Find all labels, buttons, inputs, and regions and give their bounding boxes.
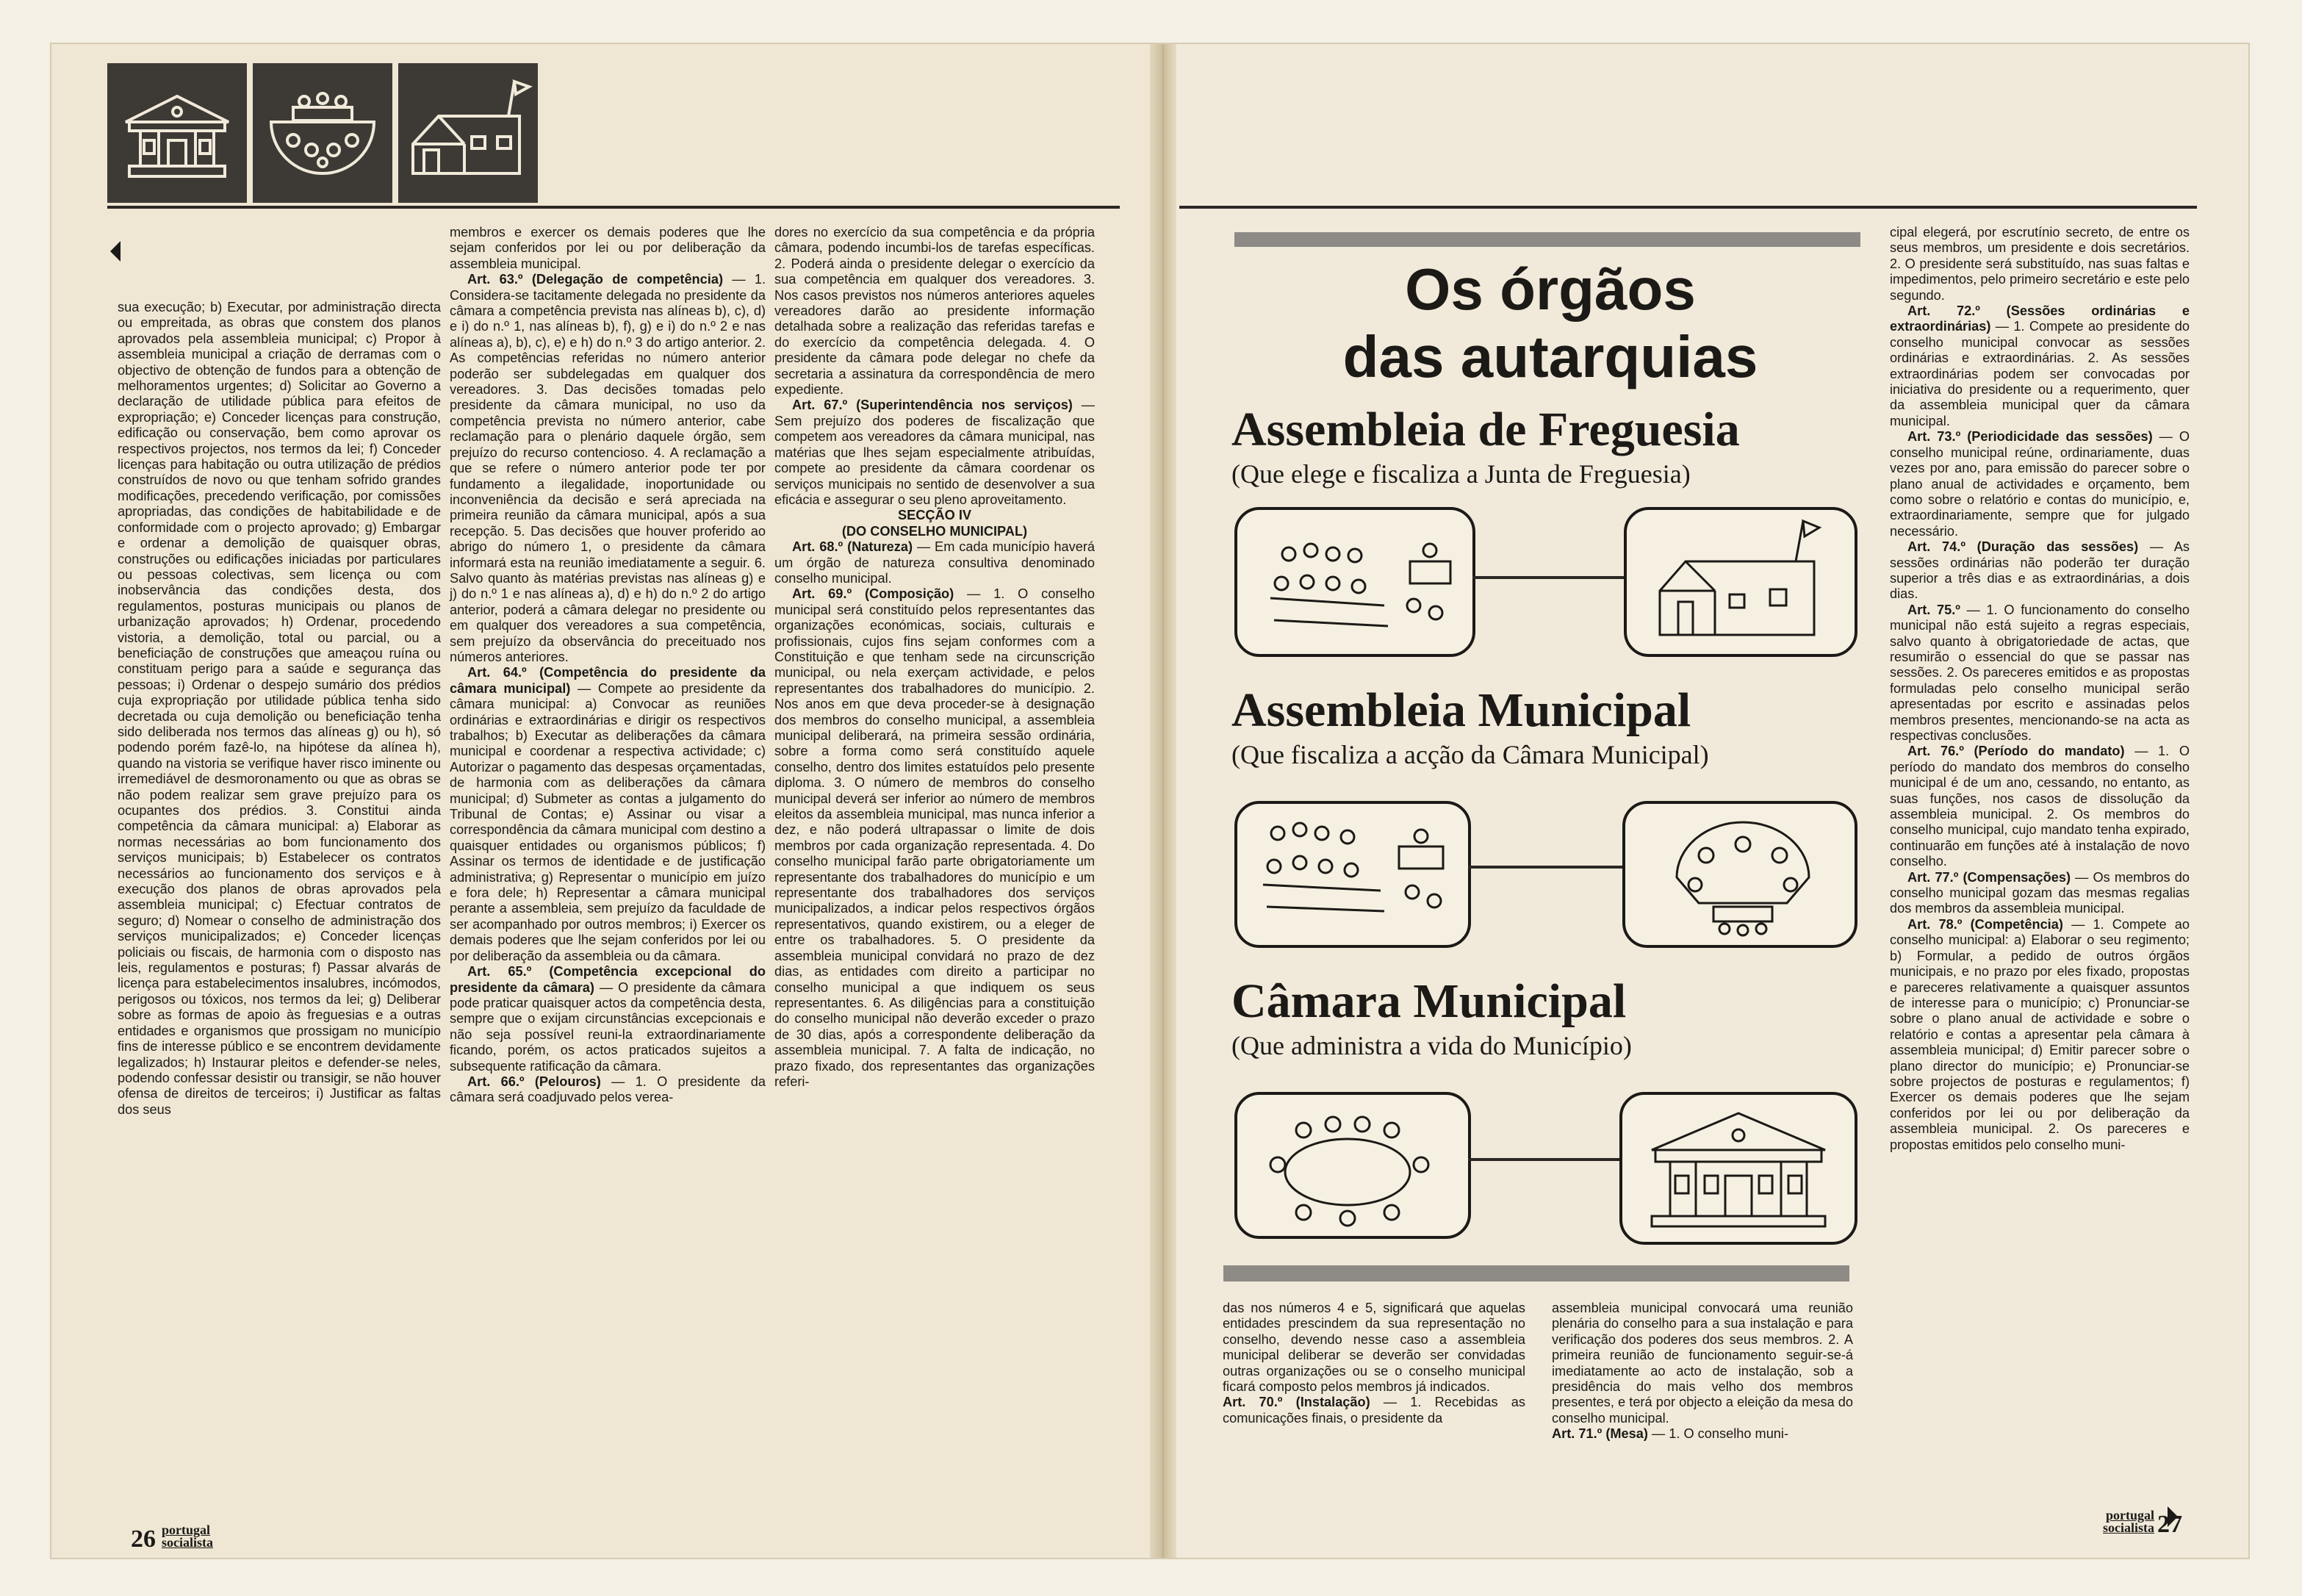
assembly-icon xyxy=(253,63,392,203)
article-paragraph xyxy=(1890,539,2190,603)
article-text: — Em cada município haverá um órgão de natureza consultiva denominado conselho municipal. xyxy=(774,539,1095,586)
organ-subtitle-2: (Que fiscaliza a acção da Câmara Municipal) xyxy=(1231,740,1709,769)
municipal-assembly-people-icon xyxy=(1237,804,1468,945)
article-text: — O conselho municipal reúne, ordinariamente, duas vezes por ano, para emissão do parecer sobre o plano anual de actividades e orçamento, bem como sobre o relatório e contas do município, e, extraordinariamente, sempre que for julgado necessário. xyxy=(1890,429,2190,539)
town-hall-panel xyxy=(1619,1092,1857,1245)
article-heading: Art. 75.º xyxy=(1907,602,1960,617)
assembly-illustration-panel-1 xyxy=(1234,507,1475,657)
article-heading: Art. 68.º (Natureza) xyxy=(792,539,913,555)
article-paragraph xyxy=(774,398,1095,508)
article-text: — As sessões ordinárias não poderão ter duração superior a três dias e as extraordinárias, a dois dias. xyxy=(1890,539,2190,602)
council-illustration-panel xyxy=(1234,1092,1471,1239)
paragraph: das nos números 4 e 5, significará que aquelas entidades prescindem da sua representação no conselho, devendo nesse caso a assembleia municipal deliberar se deverão ser convidadas outras organizações ou se o conselho municipal ficará composto pelos membros já indicados. xyxy=(1223,1301,1525,1395)
right-bottom-column-2 xyxy=(1552,1301,1853,1442)
paragraph: cipal elegerá, por escrutínio secreto, de entre os seus membros, um presidente e dois secretários. 2. O presidente será substituído, nas suas faltas e impedimentos, pelo primeiro secretário e este pelo segundo. xyxy=(1890,225,2190,303)
article-heading: Art. 66.º (Pelouros) xyxy=(467,1074,601,1089)
article-text: — 1. Compete ao conselho municipal: a) Elaborar o seu regimento; b) Formular, a pedido de outros órgãos municipais, e no prazo por eles fixado, propostas e pareceres relativamente a quaisquer assuntos de interesse para o município; c) Pronunciar-se sobre o plano anual de actividade e sobre o relatório e contas a apresentar pela câmara à assembleia municipal; d) Emitir parecer sobre o plano director do município; e) Pronunciar-se sobre projectos de posturas e regulamentos; f) Exercer os demais poderes que lhe sejam conferidos por lei ou por deliberação da assembleia municipal. 2. Os pareceres e propostas emitidos pelo conselho muni- xyxy=(1890,916,2190,1152)
paragraph: membros e exercer os demais poderes que lhe sejam conferidos por lei ou por deliberação da assembleia municipal. xyxy=(450,225,766,271)
organ-subtitle-3: (Que administra a vida do Município) xyxy=(1231,1031,1632,1060)
article-heading: Art. 69.º (Composição) xyxy=(792,586,954,602)
right-publication-logo: portugal socialista xyxy=(2103,1508,2154,1535)
article-text: — 1. Compete ao presidente do conselho municipal convocar as sessões ordinárias e extraordinárias. 2. As sessões extraordinárias podem ser convocadas por iniciativa do presidente ou a requerimento, quer da assembleia municipal quer da câmara municipal. xyxy=(1890,319,2190,428)
article-paragraph xyxy=(1890,429,2190,539)
organ-heading-3: Câmara Municipal xyxy=(1231,974,1627,1028)
article-paragraph xyxy=(774,539,1095,586)
article-paragraph xyxy=(1890,303,2190,429)
council-meeting-icon xyxy=(1237,1095,1468,1236)
article-paragraph xyxy=(450,964,766,1074)
article-heading: Art. 70.º (Instalação) xyxy=(1223,1395,1370,1410)
right-column xyxy=(1890,225,2190,1153)
parish-house-icon xyxy=(398,63,538,203)
assembly-hall-icon xyxy=(1625,804,1855,945)
section-heading: SECÇÃO IV xyxy=(897,508,972,523)
article-text: — 1. O conselho muni- xyxy=(1647,1426,1789,1442)
article-heading: Art. 77.º (Compensações) xyxy=(1907,869,2071,885)
parish-building-icon xyxy=(1627,510,1855,654)
town-hall-building-icon xyxy=(1622,1095,1855,1242)
article-text: — 1. O funcionamento do conselho municipal não está sujeito a regras especiais, salvo quanto à obrigatoriedade de actas, que resumirão o essencial do que se passar nas sessões. 2. Os pareceres emitidos e as propostas formuladas pelo conselho municipal serão apresentadas por escrito e assinadas pelos membros presentes, mencionando-se na acta as respectivas conclusões. xyxy=(1890,602,2190,743)
paragraph: assembleia municipal convocará uma reunião plenária do conselho para a sua instalação e para verificação dos poderes dos seus membros. 2. A primeira reunião de funcionamento seguir-se-á imediatamente ao acto de instalação, sob a presidência do mais velho dos membros presentes, e terá por objecto a eleição da mesa do conselho municipal. xyxy=(1552,1301,1853,1426)
town-hall-icon xyxy=(107,63,247,203)
previous-page-arrow-icon[interactable] xyxy=(110,241,121,262)
article-heading: Art. 72.º (Sessões ordinárias e extraordinárias) xyxy=(1890,303,2190,334)
paragraph: sua execução; b) Executar, por administração directa ou empreitada, as obras que constem dos planos aprovados pela assembleia municipal; c) Propor à assembleia municipal a criação de derramas com o objectivo de obtenção de fundos para a obtenção de melhoramentos urgentes; d) Solicitar ao Governo a declaração de utilidade pública para efeitos de expropriação; e) Conceder licenças para construção, edificação ou conservação, bem como aprovar os respectivos projectos, nos termos da lei; f) Conceder licenças para habitação ou outra utilização de prédios construídos de novo ou que tenham sofrido grandes modificações, precedendo verificação, por comissões apropriadas, das condições de habitabilidade e de conformidade com o projecto aprovado; g) Embargar e ordenar a demolição de quaisquer obras, construções ou edificações iniciadas por particulares ou pessoas colectivas, sem licença ou com inobservância das condições desta, dos regulamentos, posturas municipais ou planos de urbanização aprovados; h) Ordenar, procedendo vistoria, a demolição, total ou parcial, ou a beneficiação de construções que ameaçou ruína ou constituam perigo para a saúde e segurança das pessoas; i) Ordenar o despejo sumário dos prédios cuja expropriação por utilidade pública tenha sido decretada ou cuja demolição ou beneficiação tenha sido deliberada nos termos das alíneas g) ou h), só podendo porém fazê-lo, na hipótese da alínea h), quando na vistoria se verifique haver risco iminente ou irremediável de desmoronamento ou que as obras se não podem realizar sem grave prejuízo para os ocupantes dos prédios. 3. Constitui ainda competência da câmara municipal: a) Elaborar as normas necessárias ao bom funcionamento dos serviços municipais; b) Estabelecer os contratos necessários ao funcionamento dos serviços e à execução dos planos de obras aprovados pela assembleia municipal; c) Efectuar contratos de seguro; d) Nomear o conselho de administração dos serviços municipalizados; e) Conceder licenças policiais ou fiscais, de harmonia com o disposto nas leis, regulamentos e posturas; f) Passar alvarás de licença para estabelecimentos insalubres, incómodos, perigosos ou tóxicos, nos termos da lei; g) Deliberar sobre as formas de apoio às freguesias e a outras entidades e organismos que prossigam no município fins de interesse público e se encontrem devidamente legalizados; h) Instaurar pleitos e defender-se neles, podendo confessar desistir ou transigir, se não houver ofensa de direitos de terceiros; i) Justificar as faltas dos seus xyxy=(118,300,441,1117)
organ-subtitle-1: (Que elege e fiscaliza a Junta de Freguesia) xyxy=(1231,459,1691,489)
article-heading: Art. 76.º (Período do mandato) xyxy=(1907,744,2125,759)
right-page-number: 27 xyxy=(2157,1511,2182,1538)
title-top-bar xyxy=(1234,232,1860,247)
right-folio xyxy=(2073,1509,2182,1539)
parish-assembly-people-icon xyxy=(1237,510,1472,654)
article-text: — Compete ao presidente da câmara municipal: a) Convocar as reuniões ordinárias e extraordinárias e dirigir os respectivos trabalhos; b) Executar as deliberações da câmara municipal e coordenar a respectiva actividade; c) Autorizar o pagamento das despesas orçamentadas, de harmonia com as deliberações da câmara municipal; d) Submeter as contas a julgamento do Tribunal de Contas; e) Assinar ou visar a correspondência da câmara municipal com destino a quaisquer entidades ou organismos públicos; f) Assinar os termos de identidade e de justificação administrativa; g) Representar o município em juízo e fora dele; h) Representar a câmara municipal perante a assembleia, sem prejuízo da faculdade de ser acompanhado por outros membros; i) Exercer os demais poderes que lhe sejam conferidos por lei ou por deliberação da assembleia ou da câmara. xyxy=(450,680,766,963)
article-paragraph xyxy=(450,272,766,665)
article-text: — O presidente da câmara pode praticar quaisquer actos da competência desta, sempre que o exijam circunstâncias excepcionais e não seja possível reuni-la extraordinariamente ficando, porém, os actos praticados sujeitos a subsequente ratificação da câmara. xyxy=(450,979,766,1074)
article-heading: Art. 78.º (Competência) xyxy=(1907,916,2063,932)
article-paragraph xyxy=(774,586,1095,1090)
bottom-grey-bar xyxy=(1223,1265,1849,1282)
article-paragraph xyxy=(1890,870,2190,917)
left-page-number: 26 xyxy=(131,1525,156,1553)
article-text: — 1. Considera-se tacitamente delegada no presidente da câmara a competência prevista nas alíneas b), c), d) e i) do n.º 1, nas alíneas b), f), g) e i) do n.º 2 e nas alíneas a), b), c), e) e h) do n.º 3 do artigo anterior. 2. As competências referidas no número anterior poderão ser subdelegadas em qualquer dos vereadores. 3. Das decisões tomadas pelo presidente da câmara municipal, no uso da competência prevista no número anterior, cabe reclamação para o plenário daquele órgão, sem prejuízo do recurso contencioso. 4. A reclamação a que se refere o número anterior pode ter por fundamento a ilegalidade, inoportunidade ou inconveniência da decisão e será apreciada na primeira reunião da câmara municipal, após a sua recepção. 5. Das decisões que houver proferido ao abrigo do número 1, o presidente da câmara informará esta na reunião imediatamente a seguir. 6. Salvo quanto às matérias previstas nas alíneas g) e j) do n.º 1 e nas alíneas a), d) e h) do n.º 2 do artigo anterior, poderá a câmara delegar no presidente ou em qualquer dos vereadores a sua competência, sem prejuízo da observância do preceituado nos números anteriores. xyxy=(450,272,766,664)
article-paragraph xyxy=(450,1074,766,1106)
gutter xyxy=(1150,44,1176,1558)
section-heading: (DO CONSELHO MUNICIPAL) xyxy=(841,523,1028,539)
left-folio xyxy=(131,1524,242,1553)
article-paragraph xyxy=(450,665,766,964)
article-paragraph xyxy=(1890,603,2190,744)
left-header-rule xyxy=(107,206,1120,209)
assembly-illustration-panel-2 xyxy=(1234,801,1471,948)
article-text: — Os membros do conselho municipal gozam das mesmas regalias dos membros da assembleia municipal. xyxy=(1890,869,2190,916)
article-text: — 1. O presidente da câmara será coadjuvado pelos verea- xyxy=(450,1074,766,1105)
article-heading: Art. 74.º (Duração das sessões) xyxy=(1907,539,2139,555)
article-heading: Art. 67.º (Superintendência nos serviços) xyxy=(792,398,1073,413)
article-heading: Art. 65.º (Competência excepcional do presidente da câmara) xyxy=(450,964,766,995)
organ-heading-1: Assembleia de Freguesia xyxy=(1231,403,1740,456)
right-header-rule xyxy=(1179,206,2197,209)
article-paragraph xyxy=(1890,917,2190,1153)
article-text: — 1. O conselho municipal será constituído pelos representantes das organizações económicas, sociais, culturais e profissionais, cujos fins sejam conformes com a Constituição e que tenham sede na circunscrição municipal, ou nela exerçam actividade, e pelos representantes dos trabalhadores do município. 2. Nos anos em que deva proceder-se à designação dos membros do conselho municipal, a assembleia municipal deliberará, na primeira sessão ordinária, sobre a forma como será constituído aquele conselho, dentro dos limites estatuídos pelo presente diploma. 3. O número de membros do conselho municipal deverá ser inferior ao número de membros eleitos da assembleia municipal, mas nunca inferior a dez, e não poderá ultrapassar o limite de dois membros por cada organização representada. 4. Do conselho municipal farão parte obrigatoriamente um representante dos trabalhadores do município e um representante dos trabalhadores dos serviços municipalizados, a indicar pelos respectivos órgãos representativos, quando existirem, ou a eleger de entre os trabalhadores. 5. O presidente da assembleia municipal convidará no prazo de dez dias, as entidades com direito a participar no conselho municipal a que indiquem os seus representantes. 6. As diligências para a constituição do conselho municipal não deverão exceder o prazo de 30 dias, após a correspondente deliberação da assembleia municipal. 7. A falta de indicação, no prazo fixado, dos representantes das organizações referi- xyxy=(774,586,1095,1089)
icon-strip xyxy=(107,63,538,203)
article-heading: Art. 64.º (Competência do presidente da câmara municipal) xyxy=(450,665,766,696)
connector-line-3 xyxy=(1468,1158,1619,1161)
article-heading: Art. 71.º (Mesa) xyxy=(1552,1426,1648,1442)
article-text: — Sem prejuízo dos poderes de fiscalização que competem aos vereadores da câmara municipal, nas matérias que lhes sejam especialmente atribuídas, compete ao presidente da câmara coordenar os serviços municipais no sentido de desenvolver a sua eficácia e assegurar o seu pleno aproveitamento. xyxy=(774,398,1095,507)
left-column-1 xyxy=(118,300,441,1118)
article-text: — 1. O período do mandato dos membros do conselho municipal é de um ano, cessando, no entanto, as suas funções, nos casos de dissolução da assembleia municipal. 2. Os membros do conselho municipal, cujo mandato tenha expirado, continuarão em funções até à instalação de novo conselho. xyxy=(1890,744,2190,869)
organ-heading-2: Assembleia Municipal xyxy=(1231,683,1691,737)
title-line-2: das autarquias xyxy=(1342,324,1758,389)
left-publication-logo: portugal socialista xyxy=(162,1523,213,1550)
connector-line-2 xyxy=(1468,866,1622,869)
left-column-2 xyxy=(450,225,766,1106)
article-text: — 1. Recebidas as comunicações finais, o presidente da xyxy=(1223,1395,1525,1426)
article-paragraph xyxy=(1890,744,2190,869)
right-bottom-column-1 xyxy=(1223,1301,1525,1426)
parish-house-panel xyxy=(1624,507,1857,657)
title-line-1: Os órgãos xyxy=(1405,256,1696,322)
page-title xyxy=(1234,256,1866,391)
connector-line-1 xyxy=(1472,576,1624,579)
article-heading: Art. 63.º (Delegação de competência) xyxy=(467,272,724,287)
paragraph: dores no exercício da sua competência e da própria câmara, podendo incumbi-los de tarefas específicas. 2. Poderá ainda o presidente delegar o exercício da sua competência em qualquer dos vereadores. 3. Nos casos previstos nos números anteriores aqueles vereadores darão ao presidente informação detalhada sobre a realização das referidas tarefas e do exercício da competência delegada. 4. O presidente da câmara pode delegar no chefe da secretaria a assinatura da correspondência de mero expediente. xyxy=(774,225,1095,398)
article-heading: Art. 73.º (Periodicidade das sessões) xyxy=(1907,429,2153,445)
assembly-hall-panel xyxy=(1622,801,1857,948)
left-column-3 xyxy=(774,225,1095,1090)
